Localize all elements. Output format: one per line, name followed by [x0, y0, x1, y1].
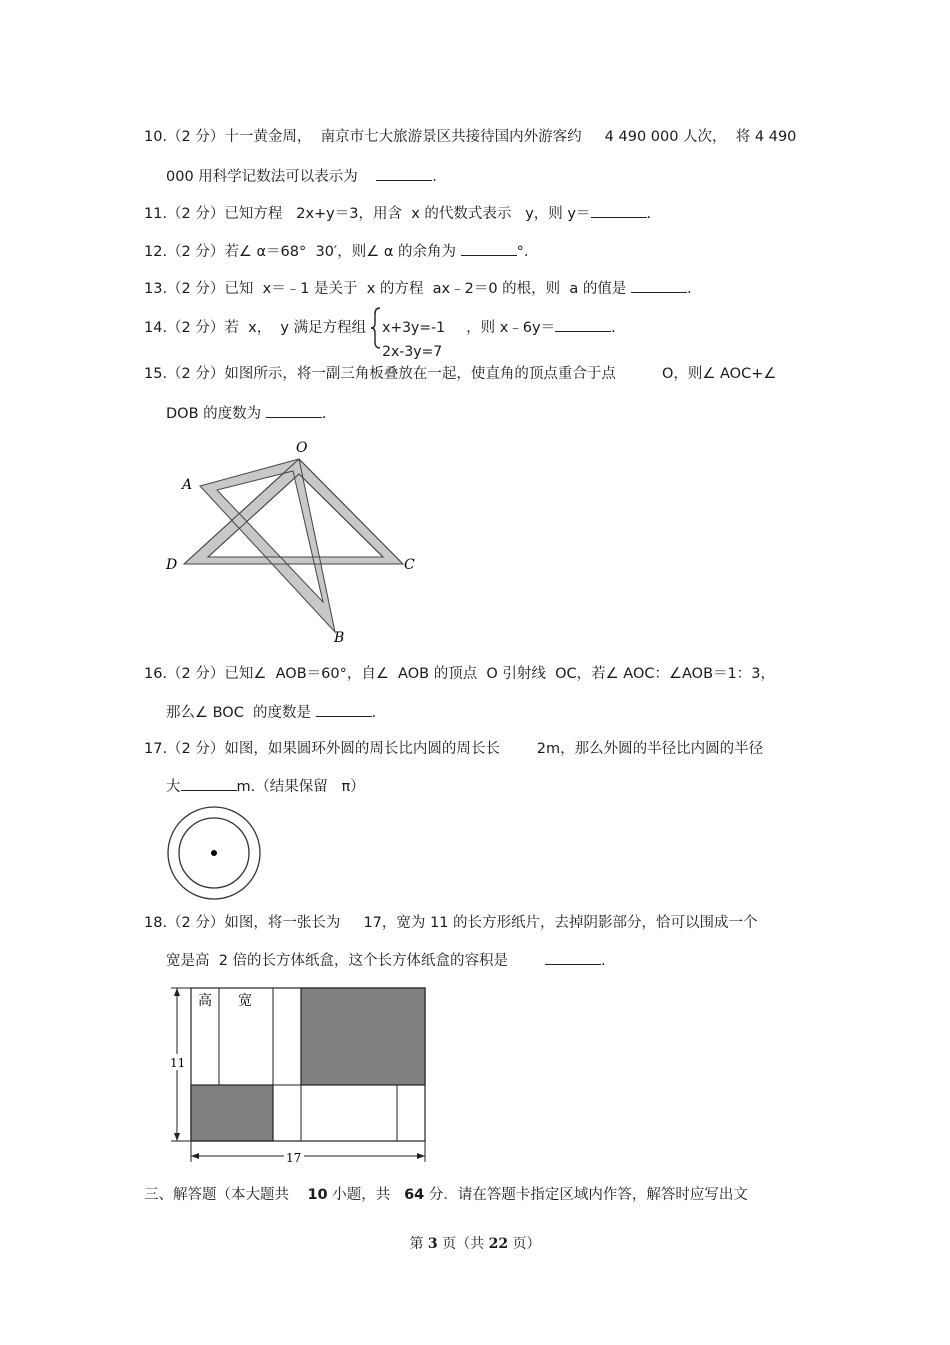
- q15-line2: [166, 403, 326, 423]
- q16-line1: 16.（2 分）已知∠ AOB＝60°，自∠ AOB 的顶点 O 引射线 OC，若∠ AOC：∠AOB＝1：3，: [144, 666, 775, 682]
- equation-1: x+3y=-1: [382, 320, 446, 336]
- label-width: 宽: [238, 993, 252, 1009]
- q15-text: DOB 的度数为: [166, 406, 262, 422]
- shaded-top-right: [301, 988, 425, 1085]
- q18-line2: [166, 950, 606, 970]
- q15-line1: 15.（2 分）如图所示，将一副三角板叠放在一起，使直角的顶点重合于点 O，则∠ AOC+∠: [144, 366, 777, 382]
- answer-blank: [591, 203, 647, 218]
- answer-blank: [555, 317, 611, 332]
- label-b: B: [334, 630, 345, 646]
- q10-end: .: [432, 169, 437, 185]
- q12: [144, 241, 528, 261]
- total-pages: 22: [488, 1236, 509, 1252]
- ring-figure: [164, 805, 264, 901]
- equation-2: 2x-3y=7: [382, 344, 443, 360]
- footer-suffix: 页）: [508, 1236, 541, 1252]
- label-height: 高: [198, 993, 212, 1009]
- label-d: D: [166, 557, 178, 573]
- q11-end: .: [646, 206, 652, 222]
- q16-line2: [166, 702, 376, 722]
- q14-end: .: [611, 320, 616, 336]
- q16-text: 那么∠ BOC 的度数是: [166, 705, 312, 721]
- label-a: A: [182, 477, 193, 493]
- q18-text: 宽是高 2 倍的长方体纸盒，这个长方体纸盒的容积是: [166, 953, 509, 969]
- answer-blank: [181, 776, 237, 791]
- q17-line1: 17.（2 分）如图，如果圆环外圆的周长比内圆的周长长 2m，那么外圆的半径比内圆的半径: [144, 741, 764, 757]
- equation-system: [370, 306, 462, 360]
- q10-text: 000 用科学记数法可以表示为: [166, 169, 358, 185]
- q17-start: 大: [166, 779, 181, 795]
- section3-mid: 小题，共: [327, 1187, 405, 1203]
- label-c: C: [404, 557, 415, 573]
- footer-prefix: 第: [409, 1236, 428, 1252]
- q13-end: .: [687, 281, 692, 297]
- answer-blank: [631, 278, 687, 293]
- q13: [144, 278, 692, 298]
- q17-line2: [166, 776, 365, 796]
- page-footer: [0, 1233, 950, 1253]
- q11-text: 11.（2 分）已知方程 2x+y＝3，用含 x 的代数式表示 y，则 y＝: [144, 206, 591, 222]
- q16-end: .: [371, 705, 377, 721]
- section3-heading: [144, 1186, 748, 1204]
- q14: [144, 306, 616, 360]
- box-net-figure: [165, 982, 435, 1167]
- section3-count: 10: [307, 1187, 328, 1203]
- label-11: 11: [170, 1056, 186, 1070]
- triangles-figure: [160, 432, 430, 647]
- q15-end: .: [321, 406, 327, 422]
- shaded-bottom-left: [191, 1085, 273, 1141]
- brace-icon: [370, 306, 382, 350]
- answer-blank: [376, 166, 432, 181]
- q14-text: 14.（2 分）若 x， y 满足方程组: [144, 320, 367, 336]
- q10-line2: [166, 166, 437, 186]
- q17-end: m.（结果保留 π）: [236, 779, 365, 795]
- answer-blank: [461, 241, 517, 256]
- q18-end: .: [600, 953, 606, 969]
- q11: [144, 203, 651, 223]
- section3-points: 64: [404, 1187, 425, 1203]
- answer-blank: [266, 403, 322, 418]
- q12-end: °.: [516, 244, 529, 260]
- section3-prefix: 三、解答题（本大题共: [144, 1187, 308, 1203]
- section3-suffix: 分．请在答题卡指定区域内作答，解答时应写出文: [424, 1187, 748, 1203]
- center-dot: [211, 850, 217, 856]
- footer-mid: 页（共: [437, 1236, 489, 1252]
- q13-text: 13.（2 分）已知 x＝﹣1 是关于 x 的方程 ax﹣2＝0 的根，则 a 的值是: [144, 281, 627, 297]
- answer-blank: [316, 702, 372, 717]
- label-17: 17: [286, 1151, 302, 1165]
- page-number: 3: [427, 1236, 438, 1252]
- q18-line1: 18.（2 分）如图，将一张长为 17，宽为 11 的长方形纸片，去掉阴影部分，恰可以围成一个: [144, 915, 758, 931]
- q12-text: 12.（2 分）若∠ α＝68° 30′，则∠ α 的余角为: [144, 244, 456, 260]
- answer-blank: [545, 950, 601, 965]
- q10-line1: 10.（2 分）十一黄金周， 南京市七大旅游景区共接待国内外游客约 4 490 000 人次， 将 4 490: [144, 129, 797, 145]
- label-o: O: [296, 440, 308, 456]
- q14-suffix: ，则 x﹣6y＝: [466, 320, 556, 336]
